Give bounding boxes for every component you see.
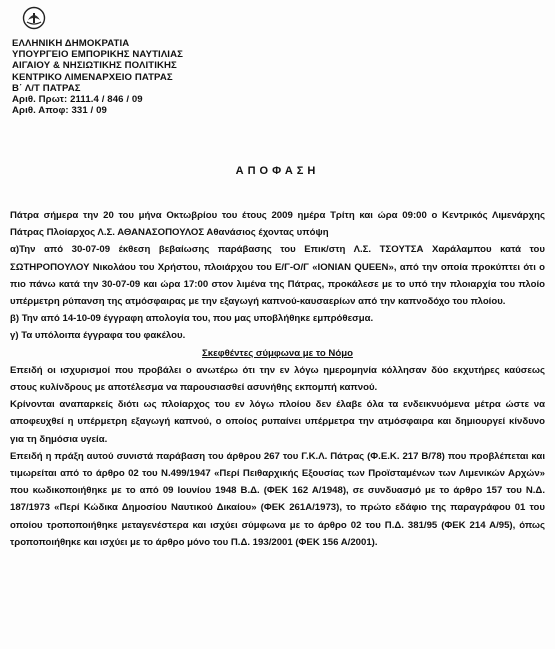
item-b-paragraph: β) Την από 14-10-09 έγγραφη απολογία του, που μας υποβλήθηκε εμπρόθεσμα. [10, 313, 374, 325]
greek-emblem-icon [22, 6, 46, 30]
letterhead-line: ΚΕΝΤΡΙΚΟ ΛΙΜΕΝΑΡΧΕΙΟ ΠΑΤΡΑΣ [12, 71, 173, 83]
document-title: ΑΠΟΦΑΣΗ [235, 165, 320, 177]
letterhead-line: ΑΙΓΑΙΟΥ & ΝΗΣΙΩΤΙΚΗΣ ΠΟΛΙΤΙΚΗΣ [12, 60, 177, 72]
decision-number: Αριθ. Αποφ: 331 / 09 [12, 105, 107, 117]
letterhead-line: ΥΠΟΥΡΓΕΙΟ ΕΜΠΟΡΙΚΗΣ ΝΑΥΤΙΛΙΑΣ [12, 49, 183, 61]
reasoning-paragraph-2: Κρίνονται αναπαρκείς διότι ως πλοίαρχος του εν λόγω πλοίου δεν έλαβε όλα τα ενδεικνυόμενα μέτρα ώστε να αποφευχθεί η υπέρμετρη εξαγωγή καπνού, ο οποίος ρυπαίνει υπέρμετρα την ατμόσφαιρα και δημιουργεί κίνδυνο για τη δημόσια υγεία. [10, 399, 545, 445]
reasoning-paragraph-1: Επειδή οι ισχυρισμοί που προβάλει ο ανωτέρω ότι την εν λόγω ημερομηνία κόλλησαν δύο εκχυτήρες καύσεως στους κυλίνδρους με αποτέλεσμα να παρουσιασθεί ασυνήθης εκπομπή καπνού. [10, 364, 545, 394]
reasoning-paragraph-3: Επειδή η πράξη αυτού συνιστά παράβαση του άρθρου 267 του Γ.Κ.Λ. Πάτρας (Φ.Ε.Κ. 217 Β/78) που προβλέπεται και τιμωρείται από το άρθρο 02 του Ν.499/1947 «Περί Πειθαρχικής Εξουσίας των Προϊσταμένων των Λιμενικών Αρχών» που κωδικοποιήθηκε με το από 09 Ιουνίου 1948 Β.Δ. (ΦΕΚ 162 Α/1948), σε συνδυασμό με το άρθρο 157 του Ν.Δ. 187/1973 «Περί Κώδικα Δημοσίου Ναυτικού Δικαίου» (ΦΕΚ 261Α/1973), το πρώτο εδάφιο της παραγράφου 01 του οποίου τροποποιήθηκε μεταγενέστερα και ισχύει σύμφωνα με το άρθρο 02 του Π.Δ. 381/95 (ΦΕΚ 214 Α/95), όπως τροποποιήθηκε και ισχύει με το άρθρο μόνο του Π.Δ. 193/2001 (ΦΕΚ 156 Α/2001). [10, 450, 545, 548]
section-heading [10, 345, 545, 362]
letterhead-line: ΕΛΛΗΝΙΚΗ ΔΗΜΟΚΡΑΤΙΑ [12, 38, 130, 49]
letterhead [12, 38, 183, 116]
item-c-paragraph: γ) Τα υπόλοιπα έγγραφα του φακέλου. [10, 330, 186, 342]
item-a-paragraph: α)Την από 30-07-09 έκθεση βεβαίωσης παράβασης του Επικ/στη Λ.Σ. ΤΣΟΥΤΣΑ Χαράλαμπου κατά του ΣΩΤΗΡΟΠΟΥΛΟΥ Νικολάου του Χρήστου, πλοιάρχου του Ε/Γ-Ο/Γ «IONIAN QUEEN», από την οποία προκύπτει ότι ο πιο πάνω κατά την 30-07-09 και ώρα 17:00 στον λιμένα της Πάτρας, προκάλεσε με το υπό την πλοιαρχία του πλοίο υπέρμετρη ρύπανση της ατμόσφαιρας με την εξαγωγή καπνού-καυσαερίων από την καπνοδόχο του πλοίου. [10, 244, 545, 308]
intro-paragraph: Πάτρα σήμερα την 20 του μήνα Οκτωβρίου του έτους 2009 ημέρα Τρίτη και ώρα 09:00 ο Κεντρικός Λιμενάρχης Πάτρας Πλοίαρχος Λ.Σ. ΑΘΑΝΑΣΟΠΟΥΛΟΣ Αθανάσιος έχοντας υπόψη [10, 210, 545, 239]
protocol-number: Αριθ. Πρωτ: 2111.4 / 846 / 09 [12, 94, 143, 106]
section-heading-text: Σκεφθέντες σύμφωνα με το Νόμο [202, 347, 353, 359]
document-body [10, 207, 545, 551]
letterhead-line: Β΄ Λ/Τ ΠΑΤΡΑΣ [12, 82, 81, 94]
